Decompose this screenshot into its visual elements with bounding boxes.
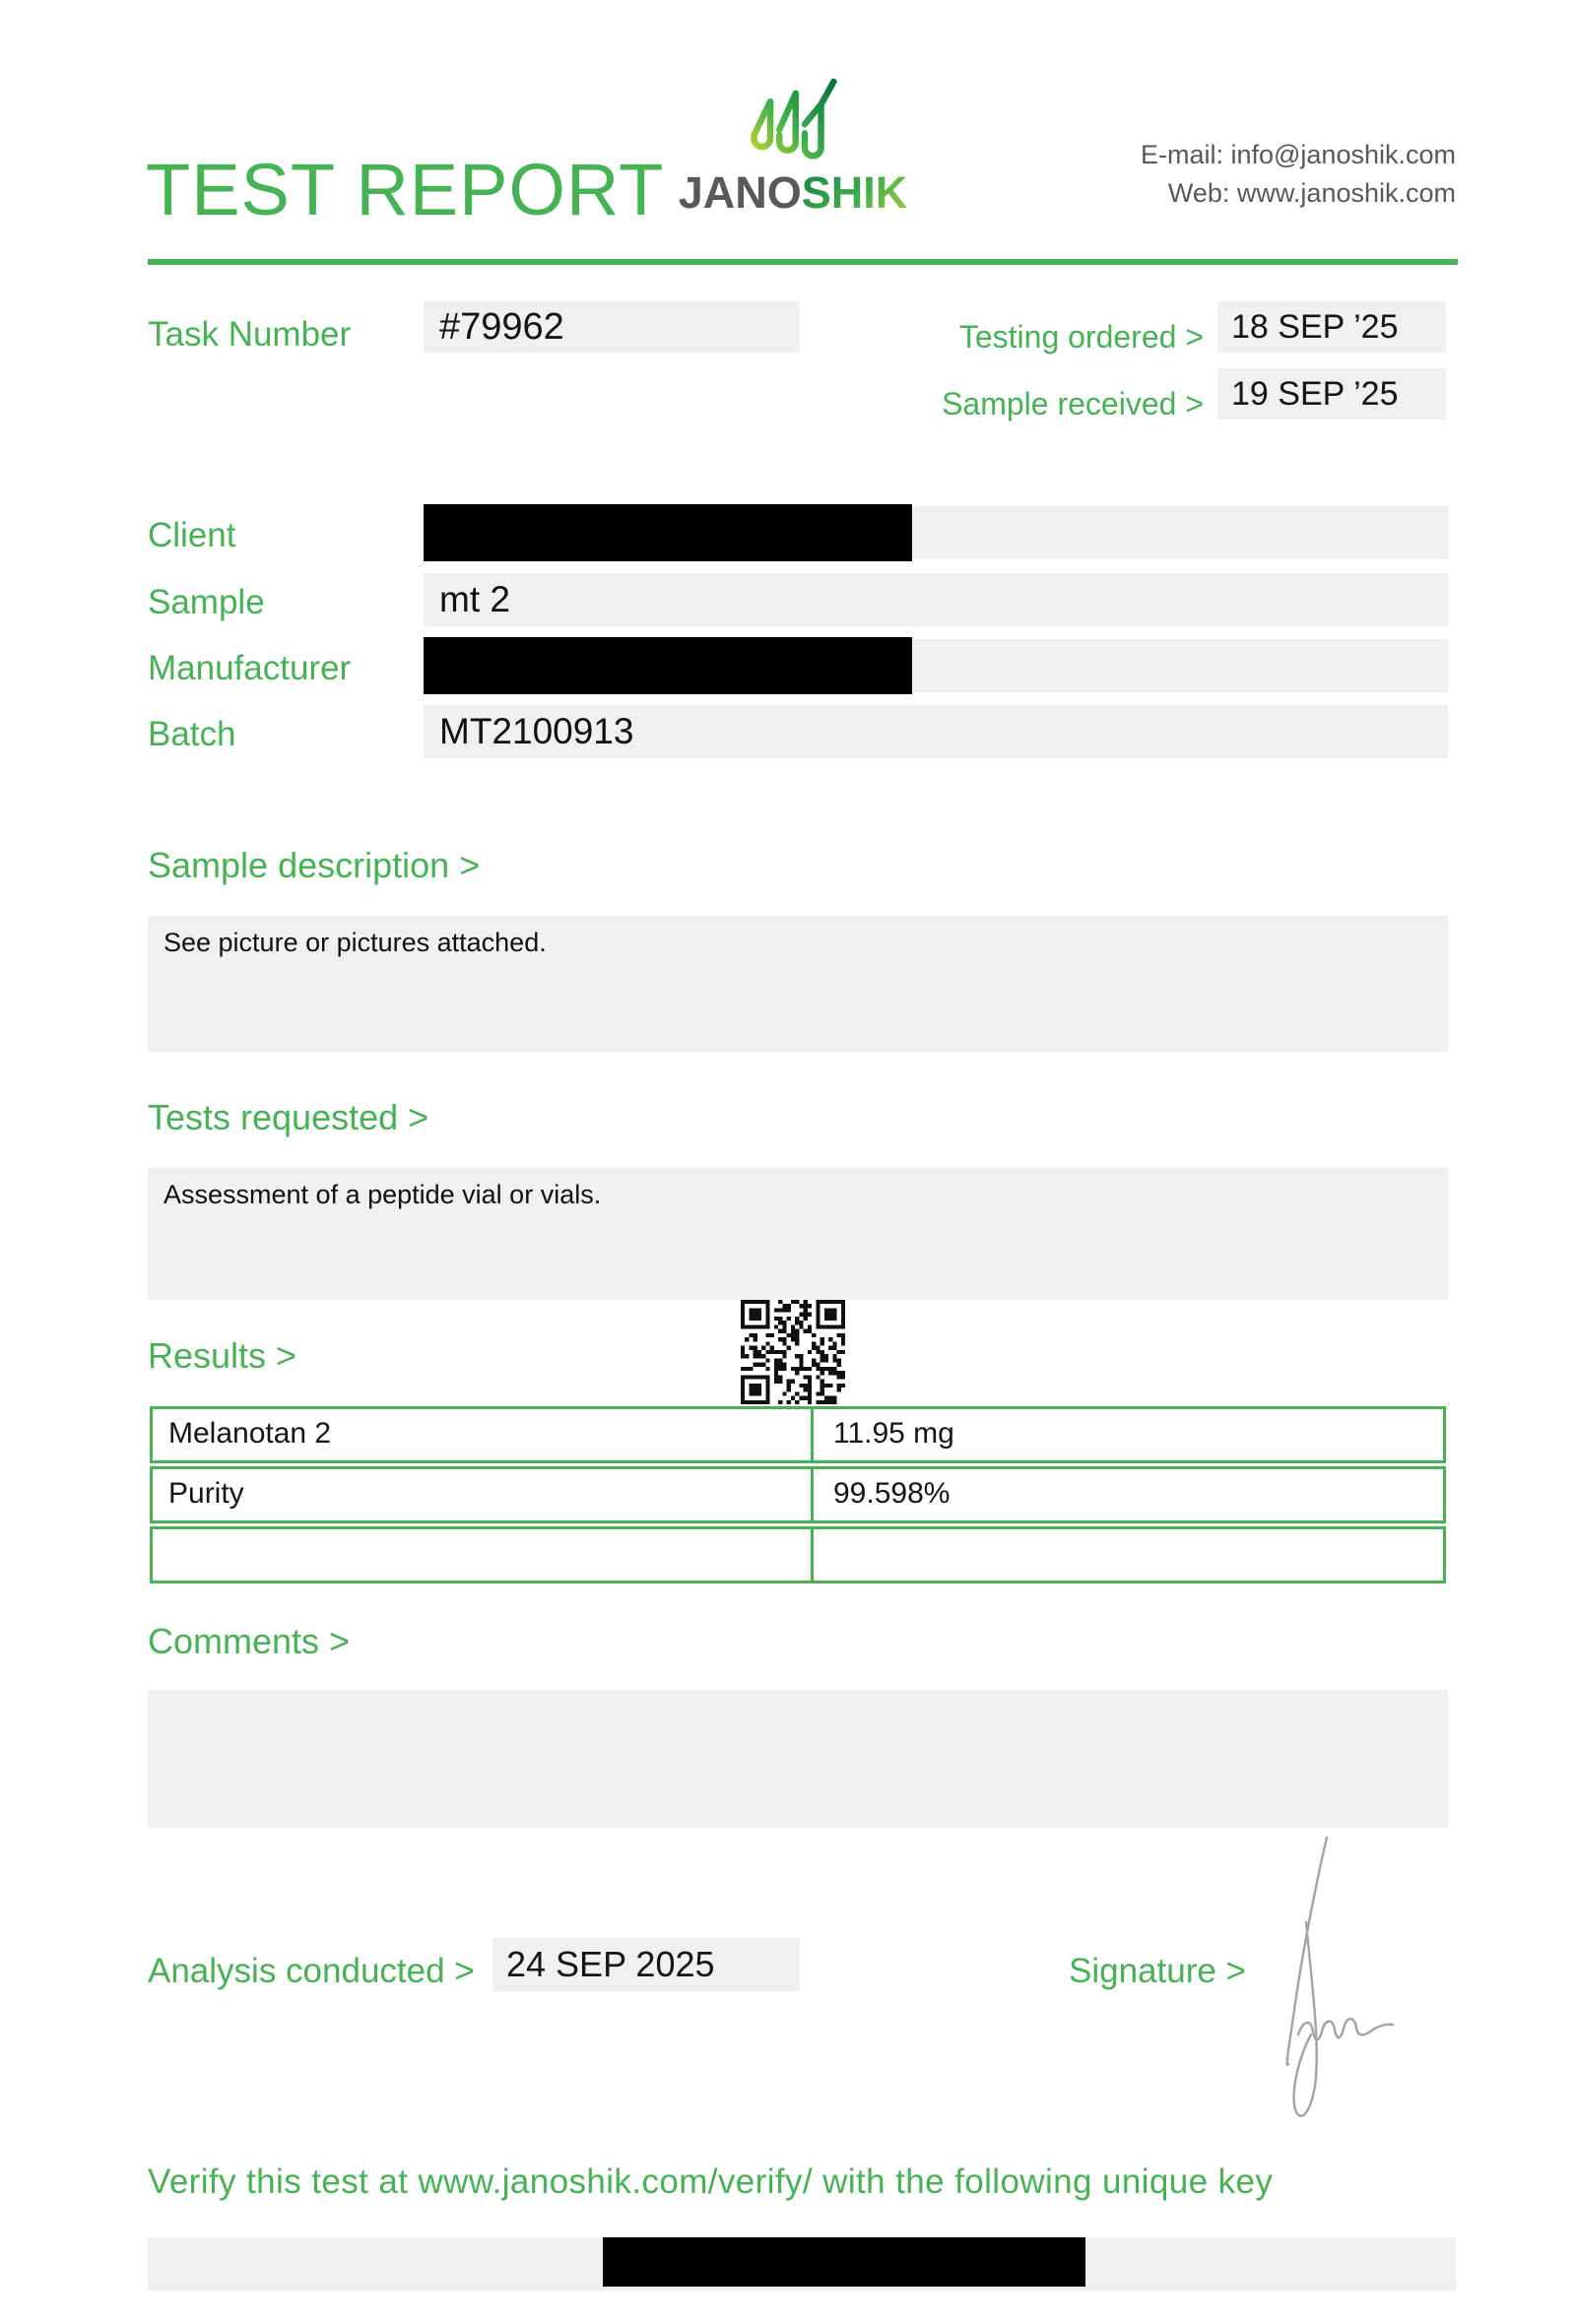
handwritten-signature bbox=[1273, 1828, 1420, 2145]
tests-requested-text: Assessment of a peptide vial or vials. bbox=[164, 1180, 602, 1209]
unique-key-redaction-block bbox=[603, 2237, 1085, 2287]
web-line: Web: www.janoshik.com bbox=[1167, 178, 1456, 208]
task-number-field bbox=[424, 301, 800, 353]
task-number-label: Task Number bbox=[148, 315, 352, 354]
results-table bbox=[150, 1406, 1446, 1586]
qr-code bbox=[741, 1300, 845, 1404]
sample-received-value: 19 SEP ’25 bbox=[1231, 375, 1399, 413]
results-heading: Results > bbox=[148, 1335, 297, 1376]
email-line: E-mail: info@janoshik.com bbox=[1140, 140, 1456, 169]
sample-value: mt 2 bbox=[439, 579, 510, 619]
logo-shik: SHIK bbox=[801, 167, 908, 218]
logo-wordmark bbox=[640, 167, 946, 219]
signature-label: Signature > bbox=[1069, 1952, 1246, 1990]
sample-received-label: Sample received > bbox=[942, 386, 1204, 421]
manufacturer-label: Manufacturer bbox=[148, 649, 352, 687]
batch-label: Batch bbox=[148, 715, 236, 753]
task-number-value: #79962 bbox=[439, 306, 564, 348]
header-divider bbox=[148, 259, 1458, 265]
sample-field bbox=[424, 573, 1448, 626]
comments-heading: Comments > bbox=[148, 1621, 351, 1661]
result-analyte-cell: Purity bbox=[153, 1469, 814, 1520]
janoshik-logo bbox=[640, 77, 946, 219]
batch-value: MT2100913 bbox=[439, 711, 634, 751]
client-label: Client bbox=[148, 516, 236, 554]
result-value-cell: 11.95 mg bbox=[833, 1417, 954, 1450]
analysis-date-value: 24 SEP 2025 bbox=[506, 1944, 715, 1984]
tests-requested-box bbox=[148, 1168, 1448, 1300]
testing-ordered-field bbox=[1217, 301, 1446, 353]
contact-block bbox=[1141, 136, 1456, 213]
manufacturer-redaction-block bbox=[424, 637, 912, 694]
result-analyte-cell bbox=[153, 1529, 814, 1581]
bar-chart-arrow-icon bbox=[748, 77, 838, 163]
comments-box bbox=[148, 1690, 1448, 1828]
result-value-cell: 99.598% bbox=[833, 1477, 951, 1510]
client-redaction-block bbox=[424, 504, 912, 561]
sample-description-heading: Sample description > bbox=[148, 845, 481, 885]
comments-text bbox=[148, 1690, 1448, 1702]
analysis-date-field bbox=[492, 1938, 800, 1991]
sample-received-field bbox=[1217, 368, 1446, 420]
testing-ordered-value: 18 SEP ’25 bbox=[1231, 308, 1399, 346]
tests-requested-heading: Tests requested > bbox=[148, 1097, 429, 1137]
analysis-conducted-label: Analysis conducted > bbox=[148, 1952, 475, 1990]
batch-field bbox=[424, 705, 1448, 758]
result-analyte-cell: Melanotan 2 bbox=[153, 1409, 814, 1460]
verify-text: Verify this test at www.janoshik.com/verify/ with the following unique key bbox=[148, 2163, 1274, 2201]
logo-jano: JANO bbox=[678, 167, 802, 218]
sample-description-box bbox=[148, 916, 1448, 1052]
testing-ordered-label: Testing ordered > bbox=[958, 319, 1204, 355]
sample-description-text: See picture or pictures attached. bbox=[164, 928, 547, 957]
page-title: TEST REPORT bbox=[146, 149, 665, 230]
table-row bbox=[150, 1466, 1446, 1523]
table-row bbox=[150, 1526, 1446, 1583]
table-row bbox=[150, 1406, 1446, 1463]
sample-label: Sample bbox=[148, 583, 265, 621]
result-value-cell bbox=[814, 1529, 1443, 1581]
